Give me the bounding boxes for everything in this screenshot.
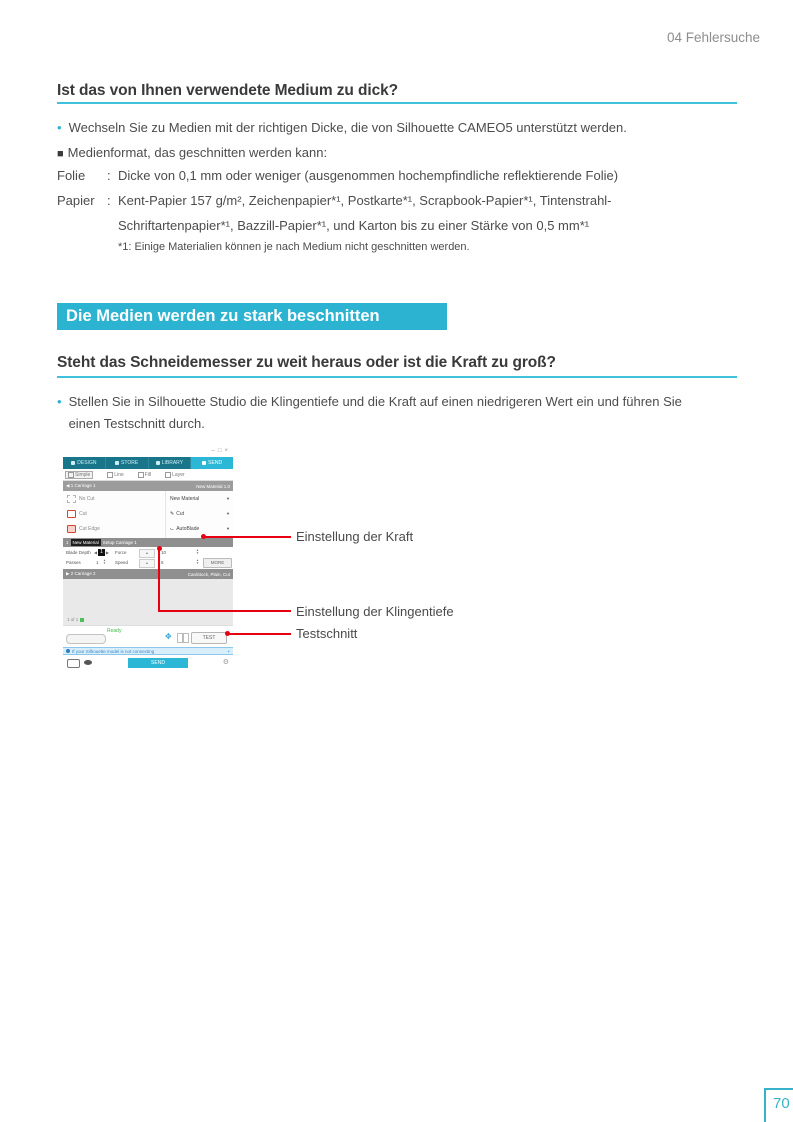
design-icon: [71, 461, 75, 465]
callout-vline-klingentiefe: [158, 549, 160, 612]
connection-info-bar: [63, 647, 233, 655]
cut-mode-cut: Cut: [63, 506, 165, 521]
force-up-button: ▲: [139, 549, 155, 558]
software-screenshot: [63, 448, 233, 666]
bullet-dot: •: [57, 394, 62, 409]
carriage1-material: New Material 1.0: [196, 483, 230, 489]
callout-line-klingentiefe: [158, 610, 291, 612]
question-heading-2: Steht das Schneidemesser zu weit heraus oder ist die Kraft zu groß?: [57, 354, 556, 371]
layer-icon: [165, 472, 171, 478]
tool-dropdown: ⌙ AutoBlade ▼: [170, 525, 230, 532]
carriage2-material: Cardstock, Plain, Cut: [187, 571, 230, 577]
tab-library: LIBRARY: [149, 457, 192, 469]
move-arrows-icon: ✥: [165, 632, 172, 641]
cut-controls: [63, 547, 233, 569]
minimize-icon: –: [211, 448, 218, 454]
mode-layer: Layer: [165, 472, 185, 478]
passes-value: 1: [96, 560, 99, 565]
callout-label-klingentiefe: Einstellung der Klingentiefe: [296, 604, 454, 619]
carriage2-title: ▶ 2 Carriage 2: [66, 571, 96, 576]
mode-line: Line: [107, 472, 123, 478]
mode-simple: Simple: [65, 471, 93, 479]
callout-line-kraft: [205, 536, 291, 538]
speed-spinner: [196, 559, 199, 565]
square-list-item: [57, 145, 327, 160]
passes-label: Passes: [66, 560, 81, 565]
gear-icon: ⚙: [222, 659, 229, 666]
job-count: 1 of 1: [67, 617, 84, 622]
fill-icon: [138, 472, 144, 478]
bullet-line-1: Stellen Sie in Silhouette Studio die Klingentiefe und die Kraft auf einen niedrigeren Wert ein und führen Sie: [68, 394, 682, 409]
simple-icon: [68, 472, 74, 478]
window-controls: [212, 448, 231, 454]
blade-depth-label: Blade Depth: [66, 550, 91, 555]
spinner-up-icon: ▲: [196, 548, 199, 552]
material-number: 1: [66, 540, 69, 545]
material-setup-bar: [63, 538, 233, 547]
mat-icon: [80, 618, 84, 622]
callout-line-testschnitt: [229, 633, 291, 635]
store-icon: [115, 461, 119, 465]
cutter-machine-icon: [67, 659, 80, 668]
callout-label-kraft: Einstellung der Kraft: [296, 529, 414, 544]
spinner-up-icon: ▲: [103, 558, 106, 562]
def-text-folie: Dicke von 0,1 mm oder weniger (ausgenommen hochempfindliche reflektierende Folie): [118, 168, 619, 183]
heading-rule-2: [57, 376, 737, 378]
test-button: TEST: [191, 632, 227, 644]
close-icon: ×: [224, 448, 231, 454]
square-bullet-icon: ■: [57, 148, 64, 160]
chevron-down-icon: ▼: [226, 496, 230, 501]
maximize-icon: □: [217, 448, 225, 454]
action-dropdown: ✎ Cut ▼: [170, 510, 230, 517]
speed-up-button: ▲: [139, 559, 155, 568]
feed-option-icon: [183, 633, 189, 643]
footnote: *1: Einige Materialien können je nach Medium nicht geschnitten werden.: [118, 241, 470, 253]
roll-feeder-icon: [84, 660, 92, 665]
cut-mode-no-cut: No Cut: [63, 491, 165, 506]
tab-design: DESIGN: [63, 457, 106, 469]
studio-bottom-bar: [63, 656, 233, 670]
carriage1-title: ◀ 1 Carriage 1: [66, 483, 96, 488]
callout-label-testschnitt: Testschnitt: [296, 626, 358, 641]
ready-status: Ready: [107, 628, 122, 634]
cut-settings-panel: [63, 491, 233, 538]
stepper-right-icon: ▶: [105, 550, 109, 555]
job-preview-area: [63, 579, 233, 625]
bullet-line-2: einen Testschnitt durch.: [68, 416, 205, 431]
bullet-text: Wechseln Sie zu Medien mit der richtigen Dicke, die von Silhouette CAMEO5 unterstützt werden.: [68, 120, 627, 135]
blade-depth-stepper: [94, 549, 109, 556]
heading-rule-1: [57, 102, 737, 104]
material-chip: New Material: [72, 540, 99, 545]
running-header: 04 Fehlersuche: [666, 30, 760, 45]
force-label: Force: [115, 550, 127, 555]
spinner-up-icon: ▲: [196, 558, 199, 562]
def-text-papier-line2: Schriftartenpapier*¹, Bazzill-Papier*¹, und Karton bis zu einer Stärke von 0,5 mm*¹: [118, 218, 590, 233]
no-cut-icon: [67, 495, 76, 503]
blade-icon: ⌙: [170, 525, 175, 532]
more-button: MORE: [203, 558, 232, 568]
expand-icon: ▶: [66, 571, 71, 576]
carriage2-header: [63, 569, 233, 579]
spinner-down-icon: ▼: [196, 561, 199, 565]
pen-icon: ✎: [170, 510, 175, 517]
studio-mode-toolbar: [63, 469, 233, 481]
bullet-item: [57, 394, 682, 431]
info-text: If your Silhouette model is not connecting: [72, 648, 155, 654]
tab-store: STORE: [106, 457, 149, 469]
stepper-left-icon: ◀: [94, 550, 98, 555]
bullet-item: [57, 120, 627, 135]
chevron-down-icon: ▼: [226, 511, 230, 516]
dropdown-list: [167, 491, 233, 538]
cut-icon: [67, 510, 76, 518]
info-icon: [66, 649, 70, 653]
question-heading-1: Ist das von Ihnen verwendete Medium zu dick?: [57, 82, 398, 99]
passes-spinner: [103, 559, 106, 565]
collapse-icon: ◀: [66, 483, 71, 488]
send-icon: [202, 461, 206, 465]
cut-edge-icon: [67, 525, 76, 533]
carriage1-header: [63, 481, 233, 491]
page-number-box: [764, 1088, 793, 1122]
section-banner: Die Medien werden zu stark beschnitten: [57, 303, 447, 330]
send-button: SEND: [128, 658, 188, 668]
speed-value: 5: [161, 560, 164, 565]
cut-mode-cut-edge: Cut Edge: [63, 521, 165, 536]
def-colon: :: [107, 193, 111, 208]
line-icon: [107, 472, 113, 478]
device-button: [66, 634, 106, 644]
square-item-text: Medienformat, das geschnitten werden kann:: [67, 145, 328, 160]
library-icon: [156, 461, 160, 465]
mode-fill: Fill: [138, 472, 151, 478]
spinner-down-icon: ▼: [103, 561, 106, 565]
force-value: 10: [161, 550, 167, 555]
blade-depth-value: 1: [100, 549, 103, 555]
def-text-papier-line1: Kent-Papier 157 g/m², Zeichenpapier*¹, Postkarte*¹, Scrapbook-Papier*¹, Tintenstrahl-: [118, 193, 612, 208]
tab-send: SEND: [191, 457, 233, 469]
spinner-down-icon: ▼: [196, 551, 199, 555]
cut-mode-list: [63, 491, 166, 538]
page-number: 70: [773, 1095, 790, 1112]
speed-label: Speed: [115, 560, 129, 565]
studio-nav-tabs: [63, 457, 233, 469]
chevron-down-icon: ▼: [226, 526, 230, 531]
def-label-papier: Papier: [57, 193, 95, 208]
def-colon: :: [107, 168, 111, 183]
studio-footer: [63, 625, 233, 648]
bullet-text: [69, 394, 682, 431]
material-dropdown: New Material ▼: [170, 495, 230, 502]
expand-plus-icon: +: [227, 648, 230, 654]
material-suffix: Setup Carriage 1: [102, 540, 137, 545]
bullet-dot: •: [57, 120, 62, 135]
force-spinner: [196, 549, 199, 555]
def-label-folie: Folie: [57, 168, 86, 183]
